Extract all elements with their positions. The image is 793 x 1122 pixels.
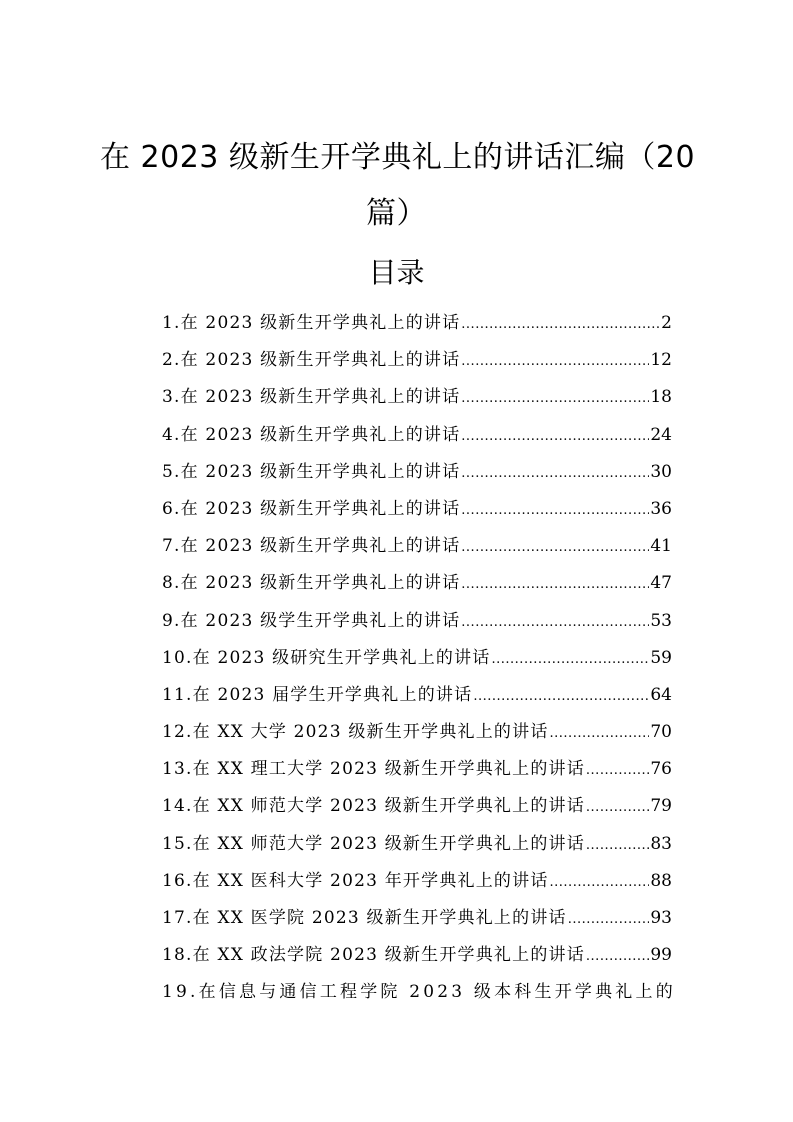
toc-heading: 目录 bbox=[368, 256, 425, 289]
toc-entry-17[interactable] bbox=[162, 903, 672, 940]
toc-leader-dots bbox=[473, 682, 649, 712]
toc-page-number: 53 bbox=[650, 610, 672, 631]
toc-page-number: 70 bbox=[650, 722, 672, 743]
toc-entry-2[interactable] bbox=[162, 345, 672, 382]
toc-entry-title: 2.在 2023 级新生开学典礼上的讲话 bbox=[162, 350, 461, 371]
toc-leader-dots bbox=[461, 347, 649, 377]
toc-entry-13[interactable] bbox=[162, 754, 672, 791]
toc-leader-dots bbox=[586, 756, 649, 786]
toc-page-number: 18 bbox=[650, 387, 672, 408]
toc-leader-dots bbox=[586, 793, 649, 823]
toc-page-number: 47 bbox=[650, 573, 672, 594]
toc-page-number: 93 bbox=[650, 908, 672, 928]
toc-entry-14[interactable] bbox=[162, 791, 672, 828]
toc-entry-10[interactable] bbox=[162, 643, 672, 680]
table-of-contents bbox=[162, 308, 676, 1015]
toc-entry-title: 4.在 2023 级新生开学典礼上的讲话 bbox=[162, 424, 461, 445]
toc-leader-dots bbox=[461, 496, 649, 526]
document-title-line-2: 篇） bbox=[366, 196, 427, 231]
toc-entry-title: 1.在 2023 级新生开学典礼上的讲话 bbox=[162, 313, 461, 333]
toc-leader-dots bbox=[461, 459, 649, 489]
toc-leader-dots bbox=[461, 422, 649, 452]
toc-page-number: 30 bbox=[650, 461, 672, 482]
toc-entry-5[interactable] bbox=[162, 457, 672, 494]
toc-entry-title: 10.在 2023 级研究生开学典礼上的讲话 bbox=[162, 647, 491, 668]
toc-page-number: 24 bbox=[650, 424, 672, 445]
toc-page-number: 41 bbox=[650, 536, 672, 557]
toc-entry-title: 17.在 XX 医学院 2023 级新生开学典礼上的讲话 bbox=[162, 908, 567, 928]
toc-leader-dots bbox=[586, 831, 649, 861]
toc-entry-title: 6.在 2023 级新生开学典礼上的讲话 bbox=[162, 498, 461, 519]
toc-entry-title: 9.在 2023 级学生开学典礼上的讲话 bbox=[162, 610, 461, 631]
toc-leader-dots bbox=[461, 608, 649, 638]
toc-entry-15[interactable] bbox=[162, 829, 672, 866]
toc-entry-6[interactable] bbox=[162, 494, 672, 531]
toc-entry-7[interactable] bbox=[162, 531, 672, 568]
toc-leader-dots bbox=[461, 384, 649, 414]
toc-entry-1[interactable] bbox=[162, 308, 672, 345]
toc-page-number: 2 bbox=[661, 313, 672, 333]
toc-entry-4[interactable] bbox=[162, 420, 672, 457]
toc-entry-8[interactable] bbox=[162, 568, 672, 605]
toc-leader-dots bbox=[461, 570, 649, 600]
toc-entry-title: 19.在信息与通信工程学院 2023 级本科生开学典礼上的 bbox=[162, 982, 676, 1003]
toc-entry-title: 14.在 XX 师范大学 2023 级新生开学典礼上的讲话 bbox=[162, 796, 585, 817]
toc-leader-dots bbox=[461, 310, 660, 340]
toc-leader-dots bbox=[492, 645, 650, 675]
toc-entry-title: 15.在 XX 师范大学 2023 级新生开学典礼上的讲话 bbox=[162, 833, 585, 854]
toc-page-number: 76 bbox=[650, 759, 672, 780]
toc-entry-title: 18.在 XX 政法学院 2023 级新生开学典礼上的讲话 bbox=[162, 945, 585, 966]
toc-leader-dots bbox=[586, 942, 649, 972]
document-title-line-1: 在 2023 级新生开学典礼上的讲话汇编（20 bbox=[100, 140, 696, 175]
toc-entry-title: 13.在 XX 理工大学 2023 级新生开学典礼上的讲话 bbox=[162, 759, 585, 780]
toc-leader-dots bbox=[550, 868, 650, 898]
toc-page-number: 12 bbox=[650, 350, 672, 371]
toc-entry-12[interactable] bbox=[162, 717, 672, 754]
toc-entry-title: 11.在 2023 届学生开学典礼上的讲话 bbox=[162, 684, 473, 705]
toc-entry-title: 7.在 2023 级新生开学典礼上的讲话 bbox=[162, 536, 461, 557]
toc-entry-11[interactable] bbox=[162, 680, 672, 717]
toc-leader-dots bbox=[568, 905, 650, 935]
toc-page-number: 79 bbox=[650, 796, 672, 817]
toc-page-number: 99 bbox=[650, 945, 672, 966]
toc-page-number: 64 bbox=[650, 684, 672, 705]
toc-entry-9[interactable] bbox=[162, 606, 672, 643]
toc-entry-3[interactable] bbox=[162, 382, 672, 419]
toc-entry-title: 12.在 XX 大学 2023 级新生开学典礼上的讲话 bbox=[162, 722, 549, 743]
toc-entry-title: 5.在 2023 级新生开学典礼上的讲话 bbox=[162, 461, 461, 482]
toc-leader-dots bbox=[461, 533, 649, 563]
toc-entry-title: 3.在 2023 级新生开学典礼上的讲话 bbox=[162, 387, 461, 408]
toc-page-number: 36 bbox=[650, 498, 672, 519]
toc-page-number: 83 bbox=[650, 833, 672, 854]
toc-page-number: 59 bbox=[650, 647, 672, 668]
toc-entry-title: 8.在 2023 级新生开学典礼上的讲话 bbox=[162, 573, 461, 594]
toc-leader-dots bbox=[550, 719, 650, 749]
toc-entry-18[interactable] bbox=[162, 940, 672, 977]
toc-entry-19[interactable] bbox=[162, 977, 676, 1014]
toc-entry-title: 16.在 XX 医科大学 2023 年开学典礼上的讲话 bbox=[162, 870, 549, 891]
toc-page-number: 88 bbox=[650, 870, 672, 891]
toc-entry-16[interactable] bbox=[162, 866, 672, 903]
